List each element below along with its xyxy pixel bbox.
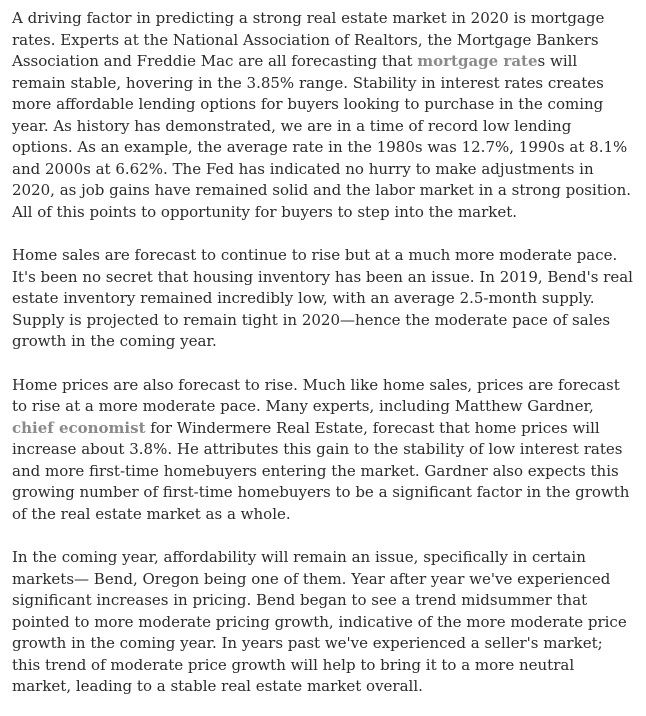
paragraph-mortgage-rates: [12, 8, 634, 223]
paragraph-text: Home prices are also forecast to rise. Much like home sales, prices are forecast to rise at a more moderate pace. Many experts, including Matthew Gardner,: [12, 375, 620, 415]
mortgage-rates-link[interactable]: mortgage rate: [417, 52, 538, 70]
paragraph-text: A driving factor in predicting a strong real estate market in 2020 is mortgage rates. Experts at the National Association of Realtors, the Mortgage Bankers Association and Freddie Mac are all forecasting that: [12, 9, 605, 70]
paragraph-home-sales: Home sales are forecast to continue to rise but at a much more moderate pace. It's been no secret that housing inventory has been an issue. In 2019, Bend's real estate inventory remained incredibly low, with an average 2.5-month supply. Supply is projected to remain tight in 2020—hence the moderate pace of sales growth in the coming year.: [12, 246, 633, 350]
paragraph-home-prices: [12, 375, 634, 526]
paragraph-text: s will remain stable, hovering in the 3.85% range. Stability in interest rates creates more affordable lending options for buyers looking to purchase in the coming year. As history has demonstrated, we are in a time of record low lending options. As an example, the average rate in the 1980s was 12.7%, 1990s at 8.1% and 2000s at 6.62%. The Fed has indicated no hurry to make adjustments in 2020, as job gains have remained solid and the labor market in a strong position. All of this points to opportunity for buyers to step into the market.: [12, 52, 631, 221]
paragraph-affordability: In the coming year, affordability will remain an issue, specifically in certain markets— Bend, Oregon being one of them. Year after year we've experienced significant increases in pricing. Bend began to see a trend midsummer that pointed to more moderate pricing growth, indicative of the more moderate price growth in the coming year. In years past we've experienced a seller's market; this trend of moderate price growth will help to bring it to a more neutral market, leading to a stable real estate market overall.: [12, 548, 627, 695]
paragraph-text: for Windermere Real Estate, forecast that home prices will increase about 3.8%. He attributes this gain to the stability of low interest rates and more first-time homebuyers entering the market. Gardner also expects this growing number of first-time homebuyers to be a significant factor in the growth of the real estate market as a whole.: [12, 418, 630, 523]
chief-economist-link[interactable]: chief economist: [12, 418, 146, 437]
